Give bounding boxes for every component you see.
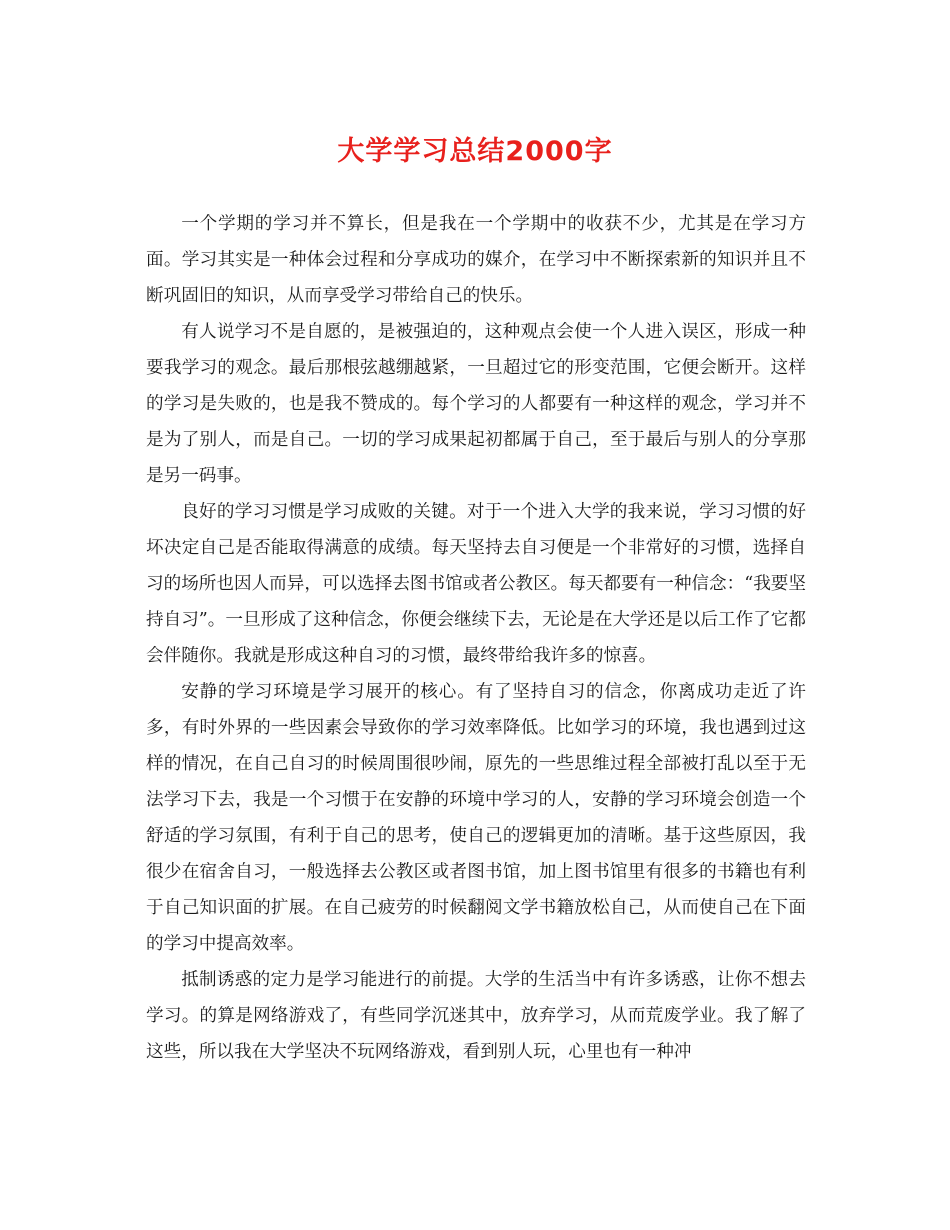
paragraph-2: 有人说学习不是自愿的，是被强迫的，这种观点会使一个人进入误区，形成一种要我学习的观念。最后那根弦越绷越紧，一旦超过它的形变范围，它便会断开。这样的学习是失败的，也是我不赞成的。每个学习的人都要有一种这样的观念，学习并不是为了别人，而是自己。一切的学习成果起初都属于自己，至于最后与别人的分享那是另一码事。 xyxy=(146,322,806,486)
document-body xyxy=(146,206,806,1070)
paragraph-4: 安静的学习环境是学习展开的核心。有了坚持自习的信念，你离成功走近了许多，有时外界的一些因素会导致你的学习效率降低。比如学习的环境，我也遇到过这样的情况，在自己自习的时候周围很吵闹，原先的一些思维过程全部被打乱以至于无法学习下去，我是一个习惯于在安静的环境中学习的人，安静的学习环境会创造一个舒适的学习氛围，有利于自己的思考，使自己的逻辑更加的清晰。基于这些原因，我很少在宿舍自习，一般选择去公教区或者图书馆，加上图书馆里有很多的书籍也有利于自己知识面的扩展。在自己疲劳的时候翻阅文学书籍放松自己，从而使自己在下面的学习中提高效率。 xyxy=(146,682,806,954)
document-title: 大学学习总结2000字 xyxy=(337,136,613,167)
paragraph-3: 良好的学习习惯是学习成败的关键。对于一个进入大学的我来说，学习习惯的好坏决定自己是否能取得满意的成绩。每天坚持去自习便是一个非常好的习惯，选择自习的场所也因人而异，可以选择去图书馆或者公教区。每天都要有一种信念：“我要坚持自习”。一旦形成了这种信念，你便会继续下去，无论是在大学还是以后工作了它都会伴随你。我就是形成这种自习的习惯，最终带给我许多的惊喜。 xyxy=(146,502,806,666)
paragraph-5: 抵制诱惑的定力是学习能进行的前提。大学的生活当中有许多诱惑，让你不想去学习。的算是网络游戏了，有些同学沉迷其中，放弃学习，从而荒废学业。我了解了这些，所以我在大学坚决不玩网络游戏，看到别人玩，心里也有一种冲 xyxy=(146,970,806,1062)
paragraph-1: 一个学期的学习并不算长，但是我在一个学期中的收获不少，尤其是在学习方面。学习其实是一种体会过程和分享成功的媒介，在学习中不断探索新的知识并且不断巩固旧的知识，从而享受学习带给自己的快乐。 xyxy=(146,214,806,306)
